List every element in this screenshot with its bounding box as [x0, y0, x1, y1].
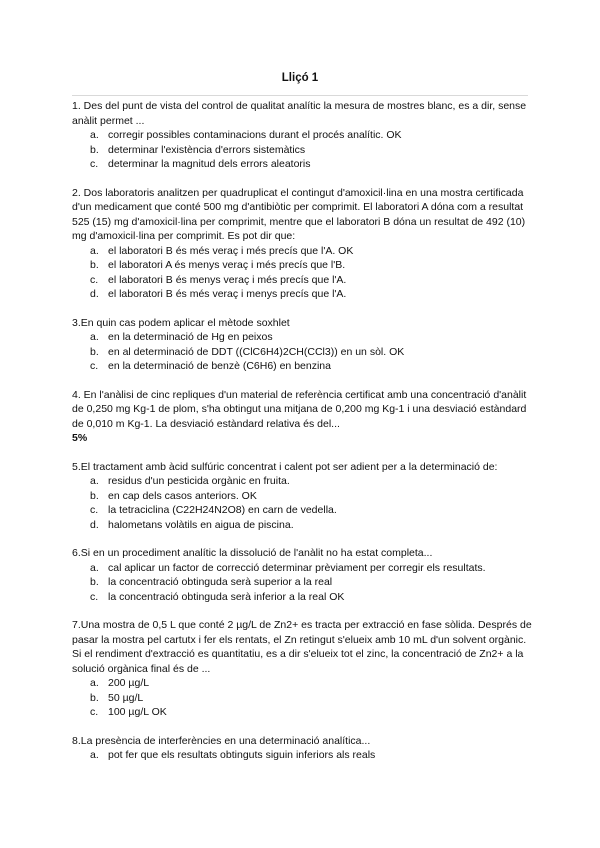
option-label: a. — [90, 244, 99, 257]
page-title: Lliçó 1 — [281, 72, 319, 84]
option-item — [72, 705, 532, 720]
option-text: determinar l'existència d'errors sistemàtics — [108, 143, 306, 156]
question-7 — [72, 618, 532, 720]
option-text: el laboratori A és menys veraç i més precís que l'B. — [108, 259, 346, 271]
question-text: 3.En quin cas podem aplicar el mètode soxhlet — [72, 316, 290, 329]
option-text: halometans volàtils en aigua de piscina. — [108, 518, 294, 531]
option-text: la concentració obtinguda serà inferior a la real OK — [108, 590, 345, 603]
option-text: 100 µg/L OK — [108, 706, 167, 718]
option-text: la concentració obtinguda serà superior a la real — [108, 576, 333, 588]
question-6 — [72, 546, 532, 604]
question-8 — [72, 734, 532, 763]
question-2 — [72, 186, 532, 302]
option-label: c. — [90, 504, 99, 516]
option-item — [72, 128, 532, 143]
option-label: a. — [90, 677, 99, 689]
question-text: 7.Una mostra de 0,5 L que conté 2 µg/L de Zn2+ es tracta per extracció en fase sòlida. Després de pasar la mostra pel cartutx i fer els rentats, el Zn retingut s'elueix amb 10 mL d'un solvent orgànic. Si el rendiment d'extracció es quantitatiu, es a dir s'elueix tot el zinc, la concentració de Zn2+ a la solució orgànica final és de ... — [72, 619, 532, 675]
option-item — [72, 561, 532, 576]
option-text: 50 µg/L — [108, 691, 144, 704]
option-label: c. — [90, 158, 99, 170]
option-label: b. — [90, 489, 99, 502]
option-label: c. — [90, 273, 99, 286]
option-item — [72, 244, 532, 259]
option-list — [72, 330, 532, 374]
question-4 — [72, 388, 532, 446]
option-item — [72, 273, 532, 288]
option-item — [72, 359, 532, 374]
option-text: pot fer que els resultats obtinguts siguin inferiors als reals — [108, 749, 376, 761]
question-text: 8.La presència de interferències en una determinació analítica... — [72, 734, 371, 747]
option-text: en la determinació de Hg en peixos — [108, 331, 273, 343]
option-text: corregir possibles contaminacions durant el procés analític. OK — [108, 129, 402, 141]
question-1 — [72, 99, 532, 172]
option-item — [72, 590, 532, 605]
option-item — [72, 330, 532, 345]
question-text: 5.El tractament amb àcid sulfúric concentrat i calent pot ser adient per a la determinació de: — [72, 460, 498, 473]
option-item — [72, 503, 532, 518]
option-item — [72, 258, 532, 273]
option-list — [72, 561, 532, 605]
option-item — [72, 474, 532, 489]
option-item — [72, 157, 532, 172]
option-item — [72, 691, 532, 706]
option-label: d. — [90, 288, 99, 300]
question-3 — [72, 316, 532, 374]
option-label: b. — [90, 259, 99, 271]
option-label: a. — [90, 749, 99, 761]
option-item — [72, 489, 532, 504]
option-text: en cap dels casos anteriors. OK — [108, 489, 257, 502]
option-label: c. — [90, 360, 99, 372]
title-divider — [72, 95, 528, 96]
question-text: 1. Des del punt de vista del control de qualitat analític la mesura de mostres blanc, es a dir, sense anàlit permet ... — [72, 100, 527, 127]
option-list — [72, 474, 532, 532]
option-label: b. — [90, 576, 99, 588]
option-item — [72, 143, 532, 158]
option-label: b. — [90, 345, 99, 358]
question-text: 6.Si en un procediment analític la dissolució de l'anàlit no ha estat completa... — [72, 547, 433, 559]
question-answer: 5% — [72, 432, 88, 444]
option-label: a. — [90, 129, 99, 141]
option-item — [72, 748, 532, 763]
option-text: determinar la magnitud dels errors aleatoris — [108, 158, 311, 170]
option-text: el laboratori B és menys veraç i més precís que l'A. — [108, 273, 347, 286]
option-label: c. — [90, 590, 99, 603]
option-text: residus d'un pesticida orgànic en fruita. — [108, 475, 290, 487]
option-item — [72, 345, 532, 360]
option-item — [72, 676, 532, 691]
option-label: b. — [90, 691, 99, 704]
option-text: 200 µg/L — [108, 677, 150, 689]
question-text: 4. En l'anàlisi de cinc repliques d'un material de referència certificat amb una concentració d'anàlit de 0,250 mg Kg-1 de plom, s'ha obtingut una mitjana de 0,200 mg Kg-1 i una desviació estàndard de 0,010 m Kg-1. La desviació estàndard relativa és del... — [72, 388, 527, 430]
option-label: c. — [90, 706, 99, 718]
option-text: el laboratori B és més veraç i més precís que l'A. OK — [108, 244, 354, 257]
option-item — [72, 287, 532, 302]
option-list — [72, 748, 532, 763]
option-list — [72, 244, 532, 302]
option-text: cal aplicar un factor de correcció determinar prèviament per corregir els resultats. — [108, 561, 486, 574]
option-label: b. — [90, 143, 99, 156]
option-list — [72, 128, 532, 172]
option-text: en al determinació de DDT ((ClC6H4)2CH(CCl3)) en un sòl. OK — [108, 345, 405, 358]
option-item — [72, 518, 532, 533]
option-text: en la determinació de benzè (C6H6) en benzina — [108, 360, 331, 372]
question-text: 2. Dos laboratoris analitzen per quadruplicat el contingut d'amoxicil·lina en una mostra certificada d'un medicament que conté 500 mg d'antibiòtic per comprimit. El laboratori A dóna com a resultat 525 (15) mg d'amoxicil·lina per comprimit, mentre que el laboratori B dóna un resultat de 492 (10) mg d'amoxicil·lina per comprimit. Es pot dir que: — [72, 186, 526, 242]
option-label: a. — [90, 331, 99, 343]
option-item — [72, 575, 532, 590]
option-label: d. — [90, 518, 99, 531]
option-label: a. — [90, 561, 99, 574]
option-text: el laboratori B és més veraç i menys precís que l'A. — [108, 288, 347, 300]
option-label: a. — [90, 475, 99, 487]
question-5 — [72, 460, 532, 533]
option-list — [72, 676, 532, 720]
option-text: la tetraciclina (C22H24N2O8) en carn de vedella. — [108, 504, 337, 516]
questions-list — [72, 99, 532, 777]
